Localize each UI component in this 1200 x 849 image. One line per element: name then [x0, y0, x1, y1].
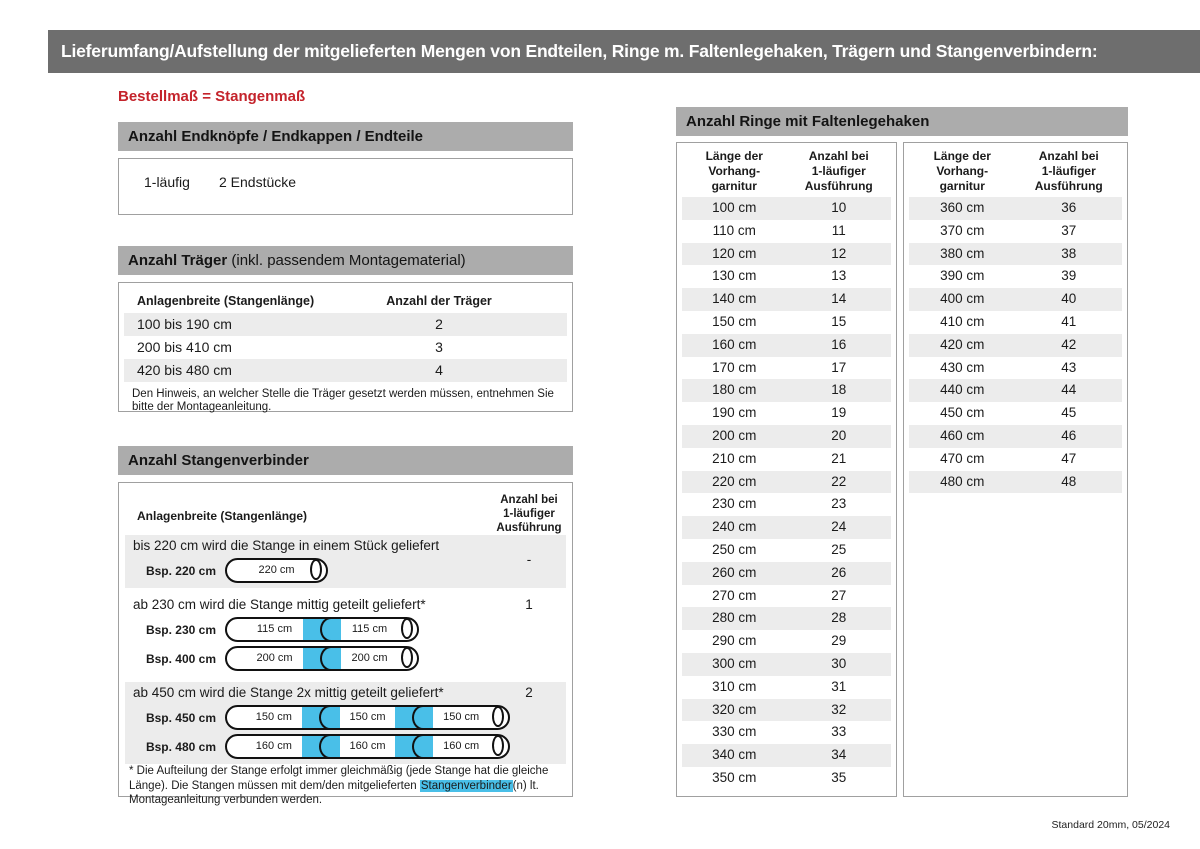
garnitur-length: 340 cm: [712, 747, 757, 763]
endteile-box: [118, 158, 573, 215]
ringe-row: [909, 265, 1122, 288]
garnitur-length: 400 cm: [940, 291, 985, 307]
garnitur-length: 270 cm: [712, 587, 757, 603]
ring-count: 24: [831, 519, 847, 535]
rod-example-label: Bsp. 230 cm: [145, 622, 216, 637]
garnitur-length: 440 cm: [940, 382, 985, 398]
ring-count: 10: [831, 200, 847, 215]
ring-count: 30: [831, 655, 847, 671]
ringe-row: [909, 334, 1122, 357]
traeger-table: [124, 313, 567, 382]
garnitur-length: 150 cm: [712, 313, 757, 329]
garnitur-length: 290 cm: [712, 633, 757, 649]
endteile-row: [119, 159, 572, 190]
rod-example-row: [125, 556, 566, 585]
rod-segment-length: 160 cm: [443, 740, 480, 752]
garnitur-length: 310 cm: [712, 678, 757, 694]
ringe-row: [682, 630, 891, 653]
ring-count: 22: [831, 473, 847, 489]
laeufig-label: 1-läufig: [144, 174, 190, 190]
col-line: Anzahl bei: [1038, 149, 1099, 163]
ring-count: 34: [831, 747, 847, 763]
endstuecke-value: 2 Endstücke: [219, 174, 297, 190]
footnote-suffix: (n) lt. Montageanleitung verbunden werden.: [129, 779, 539, 806]
ringe-row: [682, 425, 891, 448]
ringe-row: [682, 311, 891, 334]
ringe-row: [909, 379, 1122, 402]
rod-example-label: Bsp. 450 cm: [145, 710, 216, 725]
ring-count: 13: [831, 268, 847, 284]
rod-example-row: [125, 615, 566, 644]
col-line: 1-läufiger: [1041, 164, 1096, 178]
ringe-table-2-header: [909, 149, 1122, 194]
garnitur-length: 250 cm: [712, 541, 757, 557]
ringe-row: [682, 288, 891, 311]
ringe-row: [909, 243, 1122, 266]
col-line: Ausführung: [496, 522, 562, 534]
col-laenge: [682, 149, 787, 194]
verbinder-rule-text: ab 450 cm wird die Stange 2x mittig geteilt geliefert*: [133, 685, 444, 700]
ring-count: 48: [1061, 473, 1077, 489]
ringe-rows-1: [682, 197, 891, 790]
rod-segment-length: 200 cm: [351, 652, 388, 664]
ring-count: 20: [831, 427, 847, 443]
col-line: Anzahl bei: [808, 149, 869, 163]
stangenverbinder-box: [118, 482, 573, 806]
section-header-traeger: [118, 246, 573, 275]
col-line: garnitur: [939, 179, 985, 193]
garnitur-length: 480 cm: [940, 473, 985, 489]
garnitur-length: 410 cm: [940, 313, 985, 329]
traeger-count-value: 3: [435, 339, 443, 355]
ring-count: 35: [831, 769, 847, 785]
col-anzahl-ausfuehrung: [484, 493, 574, 535]
ringe-row: [909, 311, 1122, 334]
garnitur-length: 200 cm: [712, 427, 757, 443]
anlagenbreite-value: 100 bis 190 cm: [137, 316, 232, 332]
footnote-prefix: * Die Aufteilung der Stange erfolgt immer gleichmäßig (jede Stange hat die gleiche Länge). Die Stangen müssen mit dem/den mitgelieferten: [129, 765, 549, 792]
verbinder-count-value: 1: [525, 597, 533, 612]
ringe-row: [682, 539, 891, 562]
traeger-count-value: 4: [435, 362, 443, 378]
ring-count: 38: [1061, 245, 1077, 261]
ringe-row: [682, 402, 891, 425]
garnitur-length: 390 cm: [940, 268, 985, 284]
rod-example-row: [125, 732, 566, 761]
verbinder-block: [125, 682, 566, 764]
garnitur-length: 160 cm: [712, 336, 757, 352]
ringe-row: [909, 357, 1122, 380]
col-laenge: [909, 149, 1016, 194]
garnitur-length: 260 cm: [712, 564, 757, 580]
ring-count: 21: [831, 450, 847, 466]
col-anlagenbreite: Anlagenbreite (Stangenlänge): [137, 294, 315, 308]
col-line: Vorhang-: [708, 164, 761, 178]
ringe-row: [682, 471, 891, 494]
footnote-highlight: Stangenverbinder: [420, 779, 512, 792]
col-anzahl: [1016, 149, 1123, 194]
col-line: garnitur: [711, 179, 757, 193]
ring-count: 11: [831, 222, 846, 238]
ringe-row: [909, 197, 1122, 220]
garnitur-length: 330 cm: [712, 724, 757, 740]
version-footer: Standard 20mm, 05/2024: [1051, 819, 1170, 831]
ring-count: 37: [1061, 222, 1077, 238]
ringe-row: [909, 220, 1122, 243]
garnitur-length: 120 cm: [712, 245, 757, 261]
rod-segment-length: 150 cm: [443, 711, 480, 723]
ringe-table-2: [903, 142, 1128, 797]
ringe-row: [909, 425, 1122, 448]
traeger-row: [124, 313, 567, 336]
ring-count: 17: [831, 359, 847, 375]
ring-count: 15: [831, 313, 847, 329]
ring-count: 33: [831, 724, 847, 740]
order-measure-note: Bestellmaß = Stangenmaß: [118, 88, 306, 105]
ring-count: 23: [831, 496, 847, 512]
rod-segment-length: 150 cm: [349, 711, 386, 723]
ringe-row: [682, 493, 891, 516]
garnitur-length: 110 cm: [712, 222, 756, 238]
ring-count: 46: [1061, 427, 1077, 443]
rod-diagram: [225, 617, 419, 642]
ring-count: 18: [831, 382, 847, 398]
ringe-row: [682, 516, 891, 539]
col-anzahl-traeger: Anzahl der Träger: [386, 294, 492, 308]
rod-segment-length: 200 cm: [256, 652, 293, 664]
garnitur-length: 190 cm: [712, 405, 757, 421]
rod-segment-length: 150 cm: [255, 711, 292, 723]
garnitur-length: 450 cm: [940, 405, 985, 421]
ring-count: 39: [1061, 268, 1077, 284]
ring-count: 25: [831, 541, 847, 557]
garnitur-length: 240 cm: [712, 519, 757, 535]
garnitur-length: 300 cm: [712, 655, 757, 671]
traeger-count-value: 2: [435, 316, 443, 332]
garnitur-length: 210 cm: [712, 450, 757, 466]
col-line: Vorhang-: [936, 164, 989, 178]
ring-count: 42: [1061, 336, 1077, 352]
ringe-row: [682, 676, 891, 699]
rod-diagram: [225, 705, 510, 730]
rod-example-row: [125, 703, 566, 732]
traeger-note: Den Hinweis, an welcher Stelle die Träger gesetzt werden müssen, entnehmen Sie bitte der Montageanleitung.: [132, 388, 554, 413]
traeger-table-header: [119, 283, 572, 313]
garnitur-length: 350 cm: [712, 769, 757, 785]
ringe-table-1-header: [682, 149, 891, 194]
ring-count: 41: [1061, 313, 1077, 329]
verbinder-block: [125, 535, 566, 588]
col-line: Länge der: [705, 149, 763, 163]
anlagenbreite-value: 420 bis 480 cm: [137, 362, 232, 378]
garnitur-length: 230 cm: [712, 496, 757, 512]
ringe-row: [682, 699, 891, 722]
verbinder-count-value: 2: [525, 685, 533, 700]
garnitur-length: 280 cm: [712, 610, 757, 626]
ring-count: 31: [831, 678, 847, 694]
col-line: Ausführung: [804, 179, 873, 193]
rod-segment-length: 160 cm: [255, 740, 292, 752]
ring-count: 47: [1061, 450, 1077, 466]
rod-segment-length: 220 cm: [258, 564, 295, 576]
ring-count: 19: [831, 405, 847, 421]
traeger-row: [124, 359, 567, 382]
ringe-row: [682, 653, 891, 676]
ringe-row: [909, 471, 1122, 494]
ring-count: 43: [1061, 359, 1077, 375]
verbinder-rule-text: ab 230 cm wird die Stange mittig geteilt geliefert*: [133, 597, 426, 612]
ring-count: 27: [831, 587, 847, 603]
ringe-row: [682, 220, 891, 243]
ringe-row: [909, 288, 1122, 311]
verbinder-footnote: [129, 764, 564, 808]
verbinder-block: [125, 594, 566, 676]
ringe-row: [682, 334, 891, 357]
col-anlagenbreite: Anlagenbreite (Stangenlänge): [137, 509, 308, 523]
verbinder-rule-text: bis 220 cm wird die Stange in einem Stück geliefert: [133, 538, 440, 553]
garnitur-length: 180 cm: [712, 382, 757, 398]
rod-diagram: [225, 558, 328, 583]
ring-count: 45: [1061, 405, 1077, 421]
garnitur-length: 320 cm: [712, 701, 757, 717]
rod-segment-length: 115 cm: [256, 623, 293, 635]
rod-segment-length: 160 cm: [349, 740, 386, 752]
ringe-row: [682, 265, 891, 288]
col-line: Ausführung: [1034, 179, 1103, 193]
garnitur-length: 470 cm: [940, 450, 985, 466]
ringe-row: [682, 562, 891, 585]
garnitur-length: 220 cm: [712, 473, 757, 489]
rod-segment-length: 115 cm: [351, 623, 388, 635]
garnitur-length: 100 cm: [712, 200, 757, 215]
rod-example-label: Bsp. 480 cm: [145, 739, 216, 754]
ringe-row: [682, 357, 891, 380]
garnitur-length: 130 cm: [712, 268, 757, 284]
traeger-box: [118, 282, 573, 412]
rod-diagram: [225, 646, 419, 671]
garnitur-length: 360 cm: [940, 200, 985, 215]
col-anzahl: [787, 149, 892, 194]
ring-count: 12: [831, 245, 847, 261]
garnitur-length: 140 cm: [712, 291, 757, 307]
ringe-row: [682, 197, 891, 220]
ringe-row: [682, 585, 891, 608]
ring-count: 14: [831, 291, 847, 307]
ringe-row: [682, 243, 891, 266]
anlagenbreite-value: 200 bis 410 cm: [137, 339, 232, 355]
garnitur-length: 370 cm: [940, 222, 985, 238]
garnitur-length: 430 cm: [940, 359, 985, 375]
ring-count: 28: [831, 610, 847, 626]
ringe-row: [682, 721, 891, 744]
ring-count: 36: [1061, 200, 1077, 215]
rod-example-label: Bsp. 220 cm: [145, 563, 216, 578]
ringe-row: [682, 767, 891, 790]
section-header-endteile: Anzahl Endknöpfe / Endkappen / Endteile: [118, 122, 573, 151]
ring-count: 26: [831, 564, 847, 580]
traeger-header-bold: Anzahl Träger: [128, 252, 228, 269]
ringe-row: [682, 744, 891, 767]
section-header-stangenverbinder: Anzahl Stangenverbinder: [118, 446, 573, 475]
garnitur-length: 460 cm: [940, 427, 985, 443]
col-line: 1-läufiger: [503, 508, 555, 520]
col-line: 1-läufiger: [811, 164, 866, 178]
verbinder-count-value: -: [526, 552, 532, 567]
verbinder-table-header: [119, 483, 572, 535]
ringe-row: [909, 402, 1122, 425]
ringe-row: [682, 448, 891, 471]
page-title: Lieferumfang/Aufstellung der mitgelieferten Mengen von Endteilen, Ringe m. Faltenlegehaken, Trägern und Stangenverbindern:: [48, 30, 1200, 73]
ring-count: 16: [831, 336, 847, 352]
ringe-rows-2: [909, 197, 1122, 493]
garnitur-length: 380 cm: [940, 245, 985, 261]
ringe-row: [909, 448, 1122, 471]
garnitur-length: 170 cm: [712, 359, 757, 375]
rod-diagram: [225, 734, 510, 759]
ring-count: 44: [1061, 382, 1077, 398]
ringe-table-1: [676, 142, 897, 797]
ringe-row: [682, 379, 891, 402]
section-header-ringe: Anzahl Ringe mit Faltenlegehaken: [676, 107, 1128, 136]
ring-count: 40: [1061, 291, 1077, 307]
verbinder-blocks: [125, 535, 566, 764]
col-line: Anzahl bei: [500, 494, 558, 506]
col-line: Länge der: [933, 149, 991, 163]
rod-example-label: Bsp. 400 cm: [145, 651, 216, 666]
rod-example-row: [125, 644, 566, 673]
ring-count: 29: [831, 633, 847, 649]
traeger-row: [124, 336, 567, 359]
garnitur-length: 420 cm: [940, 336, 985, 352]
ringe-row: [682, 607, 891, 630]
traeger-header-rest: (inkl. passendem Montagematerial): [227, 252, 466, 269]
ring-count: 32: [831, 701, 847, 717]
